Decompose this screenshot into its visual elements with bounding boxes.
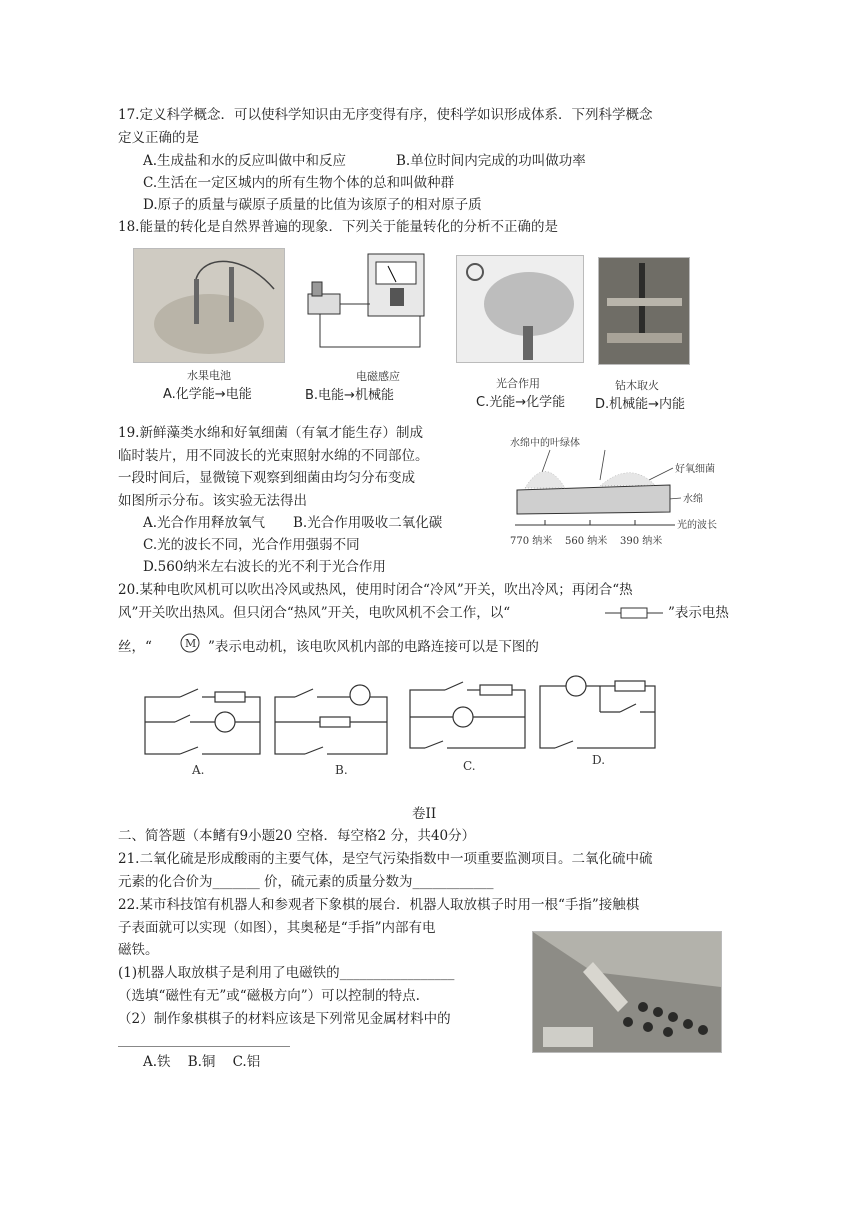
drill-fire-photo <box>598 257 690 365</box>
q18-label-d: D.机械能→内能 <box>595 397 686 412</box>
q17-option-d: D.原子的质量与碳原子质量的比值为该原子的相对原子质 <box>143 197 482 213</box>
robot-chess-photo <box>532 931 722 1053</box>
section-title: 卷II <box>412 806 437 822</box>
q19-option-a: A.光合作用释放氧气 <box>143 515 266 531</box>
fruit-battery-photo <box>133 248 285 363</box>
photosynthesis-photo <box>456 255 584 363</box>
tick-770: 770 纳米 <box>510 536 553 547</box>
q20-line1: 20.某种电吹风机可以吹出冷风或热风，使用时闭合“冷风”开关，吹出冷风；再闭合“热 <box>118 582 633 598</box>
circuit-d <box>540 676 655 748</box>
fruit-battery-illustration <box>134 249 284 362</box>
circuit-label-a: A. <box>192 763 205 777</box>
tree-illustration <box>457 256 583 362</box>
q17-option-a: A.生成盐和水的反应叫做中和反应 <box>143 153 347 169</box>
section-heading: 二、简答题（本鳍有9小题20 空格．每空格2 分，共40分） <box>118 828 476 844</box>
label-wavelength: 光的波长 <box>677 520 717 531</box>
q18-caption-c: 光合作用 <box>496 377 540 390</box>
q22-sub1: (1)机器人取放棋子是利用了电磁铁的_________________ <box>118 965 455 981</box>
circuit-b <box>275 685 387 754</box>
q22-sub1b: （选填“磁性有无”或“磁极方向”）可以控制的特点. <box>118 988 420 1004</box>
q19-option-b: B.光合作用吸收二氧化碳 <box>293 515 443 531</box>
q18-caption-d: 钻木取火 <box>615 379 659 392</box>
q22-line1: 22.某市科技馆有机器人和参观者下象棋的展台．机器人取放棋子时用一根“手指”接触棋 <box>118 897 640 913</box>
q19-line4: 如图所示分布。该实验无法得出 <box>118 493 307 509</box>
q19-line1: 19.新鲜藻类水绵和好氧细菌（有氧才能生存）制成 <box>118 425 423 441</box>
q20-line2-end: ”表示电热 <box>668 605 729 621</box>
circuit-label-c: C. <box>463 759 476 773</box>
q17-stem-line1: 17.定义科学概念．可以使科学知识由无序变得有序，使科学如识形成体系．下列科学概念 <box>118 107 653 123</box>
q22-line3: 磁铁。 <box>118 942 159 958</box>
q18-label-c: C.光能→化学能 <box>476 395 566 410</box>
q22-sub2: （2）制作象棋棋子的材料应该是下列常见金属材料中的 <box>118 1011 451 1027</box>
label-chloroplast: 水绵中的叶绿体 <box>510 438 580 449</box>
tick-390: 390 纳米 <box>620 536 663 547</box>
robot-chess-illustration <box>533 932 721 1052</box>
q18-stem: 18.能量的转化是自然界普遍的现象．下列关于能量转化的分析不正确的是 <box>118 219 558 235</box>
q19-option-d: D.560纳米左右波长的光不利于光合作用 <box>143 559 386 575</box>
q20-line3-start: 丝，“ <box>118 639 152 655</box>
q22-answer-blank <box>118 1046 290 1047</box>
q19-alga-figure <box>505 430 740 552</box>
q18-label-a: A.化学能→电能 <box>163 387 252 402</box>
q18-label-b: B.电能→机械能 <box>305 388 394 403</box>
svg-text:M: M <box>185 637 197 650</box>
circuit-c <box>410 682 525 748</box>
electromagnetic-induction-illustration <box>300 252 440 364</box>
q22-line2: 子表面就可以实现（如图），其奥秘是“手指”内部有电 <box>118 920 436 936</box>
q19-line3: 一段时间后，显微镜下观察到细菌由均匀分布变成 <box>118 470 415 486</box>
circuit-label-b: B. <box>335 763 348 777</box>
q17-option-c: C.生活在一定区城内的所有生物个体的总和叫做种群 <box>143 175 455 191</box>
q19-option-c: C.光的波长不同，光合作用强弱不同 <box>143 537 360 553</box>
q18-caption-b: 电磁感应 <box>356 370 400 383</box>
resistor-symbol-icon <box>605 604 665 622</box>
q20-line3-end: ”表示电动机，该电吹风机内部的电路连接可以是下图的 <box>208 639 539 655</box>
label-bacteria: 好氧细菌 <box>675 464 715 475</box>
q20-circuit-options <box>130 672 750 782</box>
circuit-label-d: D. <box>592 753 606 767</box>
q18-caption-a: 水果电池 <box>187 369 231 382</box>
motor-symbol-icon <box>172 630 208 656</box>
q21-line2: 元素的化合价为_______ 价，硫元素的质量分数为____________ <box>118 874 494 890</box>
drill-fire-illustration <box>599 258 689 364</box>
q22-options: A.铁 B.铜 C.铝 <box>143 1054 261 1070</box>
circuit-a <box>145 689 260 754</box>
q19-line2: 临时装片，用不同波长的光束照射水绵的不同部位。 <box>118 448 429 464</box>
q17-stem-line2: 定义正确的是 <box>118 130 199 146</box>
label-alga: 水绵 <box>683 494 703 505</box>
q17-option-b: B.单位时间内完成的功叫做功率 <box>396 153 586 169</box>
q20-line2-start: 风”开关吹出热风。但只闭合“热风”开关，电吹风机不会工作，以“ <box>118 605 511 621</box>
q21-line1: 21.二氧化硫是形成酸雨的主要气体，是空气污染指数中一项重要监测项目。二氧化硫中硫 <box>118 851 653 867</box>
tick-560: 560 纳米 <box>565 536 608 547</box>
